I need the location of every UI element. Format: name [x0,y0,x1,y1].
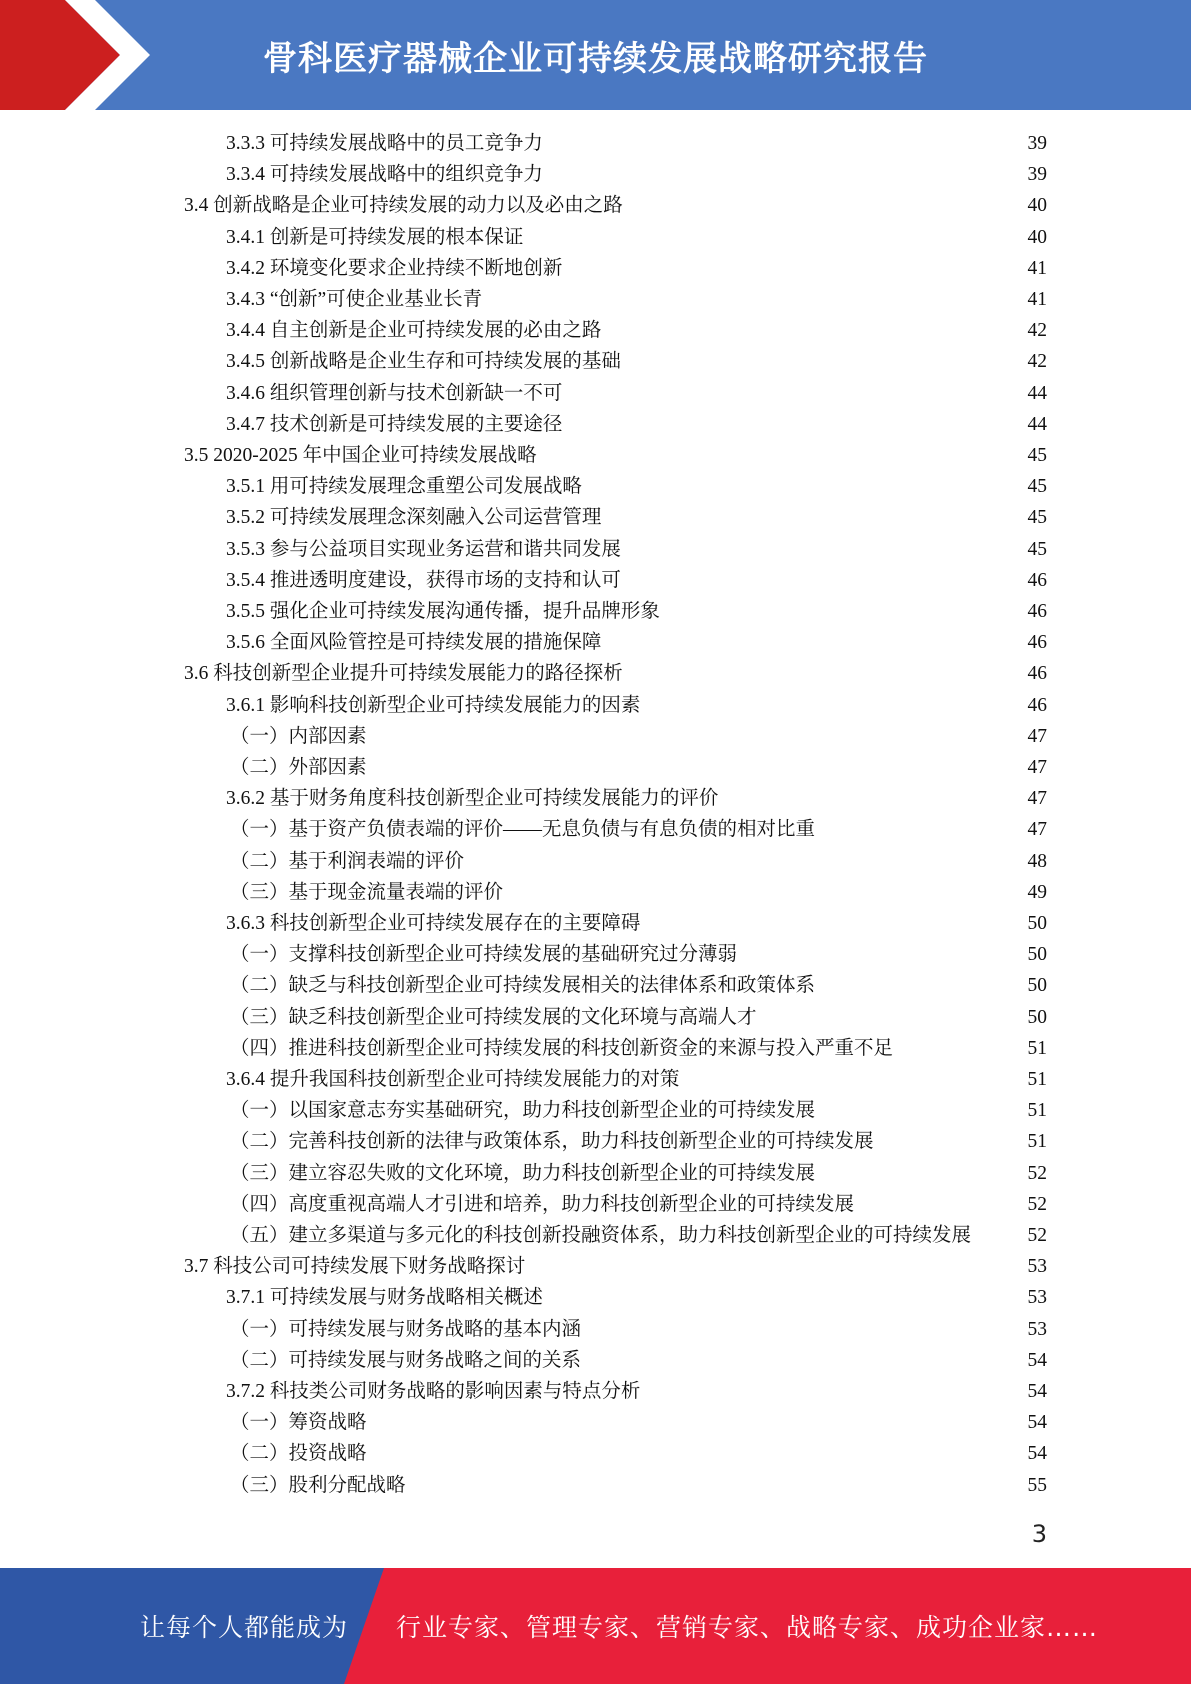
toc-entry[interactable] [226,253,1047,284]
toc-entry-label: 3.4.3 “创新”可使企业基业长青 [226,289,483,310]
toc-entry[interactable] [230,1345,1047,1376]
toc-entry[interactable] [184,190,1047,221]
toc-entry-label: （一）筹资战略 [230,1412,367,1434]
toc-entry[interactable] [226,1376,1047,1407]
toc-entry-page: 54 [1027,1349,1047,1371]
toc-entry-page: 45 [1027,507,1047,529]
toc-entry[interactable] [184,658,1047,689]
toc-entry-label: 3.4.1 创新是可持续发展的根本保证 [226,226,524,248]
report-header [0,0,1191,110]
toc-entry[interactable] [226,315,1047,346]
toc-entry[interactable] [230,1438,1047,1469]
toc-entry-label: 3.6.3 科技创新型企业可持续发展存在的主要障碍 [226,913,641,934]
toc-entry-label: 3.4.7 技术创新是可持续发展的主要途径 [226,413,563,435]
toc-entry-label: （三）建立容忍失败的文化环境，助力科技创新型企业的可持续发展 [230,1162,816,1184]
toc-entry-label: 3.5.3 参与公益项目实现业务运营和谐共同发展 [226,538,621,560]
toc-entry-label: （三）基于现金流量表端的评价 [230,881,504,903]
toc-entry-page: 51 [1027,1100,1047,1122]
toc-entry-page: 44 [1027,413,1047,435]
report-title: 骨科医疗器械企业可持续发展战略研究报告 [263,38,928,79]
toc-entry-page: 46 [1027,694,1047,716]
toc-entry-page: 39 [1027,133,1047,154]
toc-entry[interactable] [226,627,1047,658]
toc-entry-label: 3.6.4 提升我国科技创新型企业可持续发展能力的对策 [226,1069,680,1090]
toc-entry-page: 47 [1027,788,1047,810]
toc-entry[interactable] [226,908,1047,939]
toc-entry-page: 48 [1027,850,1047,872]
toc-entry[interactable] [226,502,1047,533]
toc-entry-label: 3.4 创新战略是企业可持续发展的动力以及必由之路 [184,195,623,217]
toc-entry[interactable] [230,939,1047,970]
toc-entry-label: 3.7 科技公司可持续发展下财务战略探讨 [184,1256,526,1278]
toc-entry-label: 3.5.5 强化企业可持续发展沟通传播，提升品牌形象 [226,601,660,622]
toc-entry-label: （五）建立多渠道与多元化的科技创新投融资体系，助力科技创新型企业的可持续发展 [230,1225,972,1246]
toc-entry-label: 3.5.1 用可持续发展理念重塑公司发展战略 [226,476,582,498]
toc-entry-page: 41 [1027,257,1047,279]
toc-entry-page: 54 [1027,1381,1047,1402]
toc-entry-label: （一）支撑科技创新型企业可持续发展的基础研究过分薄弱 [230,944,738,966]
toc-entry[interactable] [230,1189,1047,1220]
toc-entry[interactable] [230,721,1047,752]
toc-entry[interactable] [226,409,1047,440]
toc-entry-label: （一）可持续发展与财务战略的基本内涵 [230,1318,582,1340]
header-arrow-decoration [0,0,160,110]
toc-entry[interactable] [230,877,1047,908]
toc-entry[interactable] [226,159,1047,190]
toc-entry-label: （一）内部因素 [230,725,367,747]
toc-entry[interactable] [230,1314,1047,1345]
toc-entry[interactable] [226,471,1047,502]
toc-entry[interactable] [230,1158,1047,1189]
toc-entry[interactable] [184,440,1047,471]
toc-entry-label: （二）外部因素 [230,757,367,778]
toc-entry-page: 55 [1027,1474,1047,1496]
toc-entry[interactable] [226,596,1047,627]
toc-entry[interactable] [230,1033,1047,1064]
toc-entry-label: （四）高度重视高端人才引进和培养，助力科技创新型企业的可持续发展 [230,1193,855,1215]
toc-entry-label: 3.6.1 影响科技创新型企业可持续发展能力的因素 [226,694,641,716]
toc-entry-page: 47 [1027,757,1047,778]
toc-entry-page: 53 [1027,1287,1047,1309]
toc-entry-label: （二）缺乏与科技创新型企业可持续发展相关的法律体系和政策体系 [230,975,816,997]
toc-entry-label: 3.4.4 自主创新是企业可持续发展的必由之路 [226,320,602,342]
toc-entry-label: （二）投资战略 [230,1443,367,1465]
toc-entry-page: 51 [1027,1037,1047,1059]
toc-entry-page: 50 [1027,1006,1047,1028]
toc-entry-label: 3.3.3 可持续发展战略中的员工竞争力 [226,133,543,154]
toc-entry-page: 46 [1027,663,1047,685]
toc-entry[interactable] [184,1251,1047,1282]
page-number: 3 [1031,1520,1047,1548]
toc-entry-label: 3.5.6 全面风险管控是可持续发展的措施保障 [226,632,602,654]
toc-entry-label: （一）基于资产负债表端的评价——无息负债与有息负债的相对比重 [230,819,816,841]
toc-entry-page: 39 [1027,164,1047,186]
toc-entry-page: 45 [1027,538,1047,560]
toc-entry[interactable] [230,752,1047,783]
toc-entry-label: 3.7.2 科技类公司财务战略的影响因素与特点分析 [226,1381,641,1402]
toc-entry-label: （四）推进科技创新型企业可持续发展的科技创新资金的来源与投入严重不足 [230,1037,894,1059]
toc-entry-page: 44 [1027,382,1047,404]
toc-entry-label: （一）以国家意志夯实基础研究，助力科技创新型企业的可持续发展 [230,1100,816,1122]
toc-entry-page: 53 [1027,1318,1047,1340]
toc-entry-page: 42 [1027,320,1047,342]
toc-entry-page: 45 [1027,476,1047,498]
toc-entry[interactable] [226,1282,1047,1313]
toc-entry[interactable] [230,814,1047,845]
toc-entry-page: 52 [1027,1225,1047,1246]
toc-entry[interactable] [230,1220,1047,1251]
toc-entry-label: 3.6 科技创新型企业提升可持续发展能力的路径探析 [184,663,623,685]
toc-entry-label: （二）基于利润表端的评价 [230,850,465,872]
toc-entry[interactable] [226,1064,1047,1095]
toc-entry-page: 47 [1027,725,1047,747]
toc-entry-label: （三）股利分配战略 [230,1474,406,1496]
toc-entry-page: 54 [1027,1443,1047,1465]
toc-entry-page: 50 [1027,944,1047,966]
toc-entry[interactable] [230,970,1047,1001]
toc-entry-page: 50 [1027,975,1047,997]
toc-entry[interactable] [226,284,1047,315]
toc-entry-page: 52 [1027,1162,1047,1184]
toc-entry-page: 53 [1027,1256,1047,1278]
toc-entry-label: 3.4.5 创新战略是企业生存和可持续发展的基础 [226,351,621,373]
toc-entry[interactable] [230,1002,1047,1033]
toc-entry-label: 3.3.4 可持续发展战略中的组织竞争力 [226,164,543,186]
toc-entry-label: 3.4.2 环境变化要求企业持续不断地创新 [226,257,563,279]
toc-entry-label: 3.5.2 可持续发展理念深刻融入公司运营管理 [226,507,602,529]
toc-entry[interactable] [226,534,1047,565]
toc-entry-page: 40 [1027,226,1047,248]
toc-entry-label: （三）缺乏科技创新型企业可持续发展的文化环境与高端人才 [230,1006,757,1028]
toc-entry-page: 45 [1027,445,1047,466]
footer-slogan-right: 行业专家、管理专家、营销专家、战略专家、成功企业家…… [396,1613,1099,1642]
toc-entry-page: 46 [1027,632,1047,654]
toc-entry-label: （二）完善科技创新的法律与政策体系，助力科技创新型企业的可持续发展 [230,1131,874,1153]
footer-slogan-left: 让每个人都能成为 [140,1613,349,1642]
toc-entry[interactable] [226,690,1047,721]
toc-entry-page: 51 [1027,1131,1047,1153]
toc-entry-page: 41 [1027,289,1047,310]
footer-banner [0,1568,1191,1684]
toc-entry-page: 42 [1027,351,1047,373]
toc-entry-label: 3.4.6 组织管理创新与技术创新缺一不可 [226,382,563,404]
toc-entry[interactable] [226,783,1047,814]
toc-entry[interactable] [230,846,1047,877]
toc-entry-label: 3.7.1 可持续发展与财务战略相关概述 [226,1287,543,1309]
toc-entry[interactable] [230,1126,1047,1157]
toc-entry[interactable] [226,128,1047,159]
toc-entry[interactable] [230,1407,1047,1438]
toc-entry-page: 52 [1027,1193,1047,1215]
toc-entry-label: 3.5 2020-2025 年中国企业可持续发展战略 [184,445,537,466]
toc-entry[interactable] [226,565,1047,596]
toc-entry-page: 54 [1027,1412,1047,1434]
toc-entry-page: 46 [1027,569,1047,591]
toc-entry-label: 3.5.4 推进透明度建设，获得市场的支持和认可 [226,569,621,591]
toc-entry[interactable] [226,378,1047,409]
toc-entry-page: 49 [1027,881,1047,903]
toc-entry-page: 46 [1027,601,1047,622]
toc-entry-page: 50 [1027,913,1047,934]
toc-entry-page: 47 [1027,819,1047,841]
toc-entry-label: 3.6.2 基于财务角度科技创新型企业可持续发展能力的评价 [226,788,719,810]
toc-entry[interactable] [230,1470,1047,1501]
toc-entry[interactable] [230,1095,1047,1126]
toc-entry[interactable] [226,346,1047,377]
toc-entry-page: 51 [1027,1069,1047,1090]
toc-entry-page: 40 [1027,195,1047,217]
toc-entry-label: （二）可持续发展与财务战略之间的关系 [230,1349,582,1371]
toc-entry[interactable] [226,222,1047,253]
